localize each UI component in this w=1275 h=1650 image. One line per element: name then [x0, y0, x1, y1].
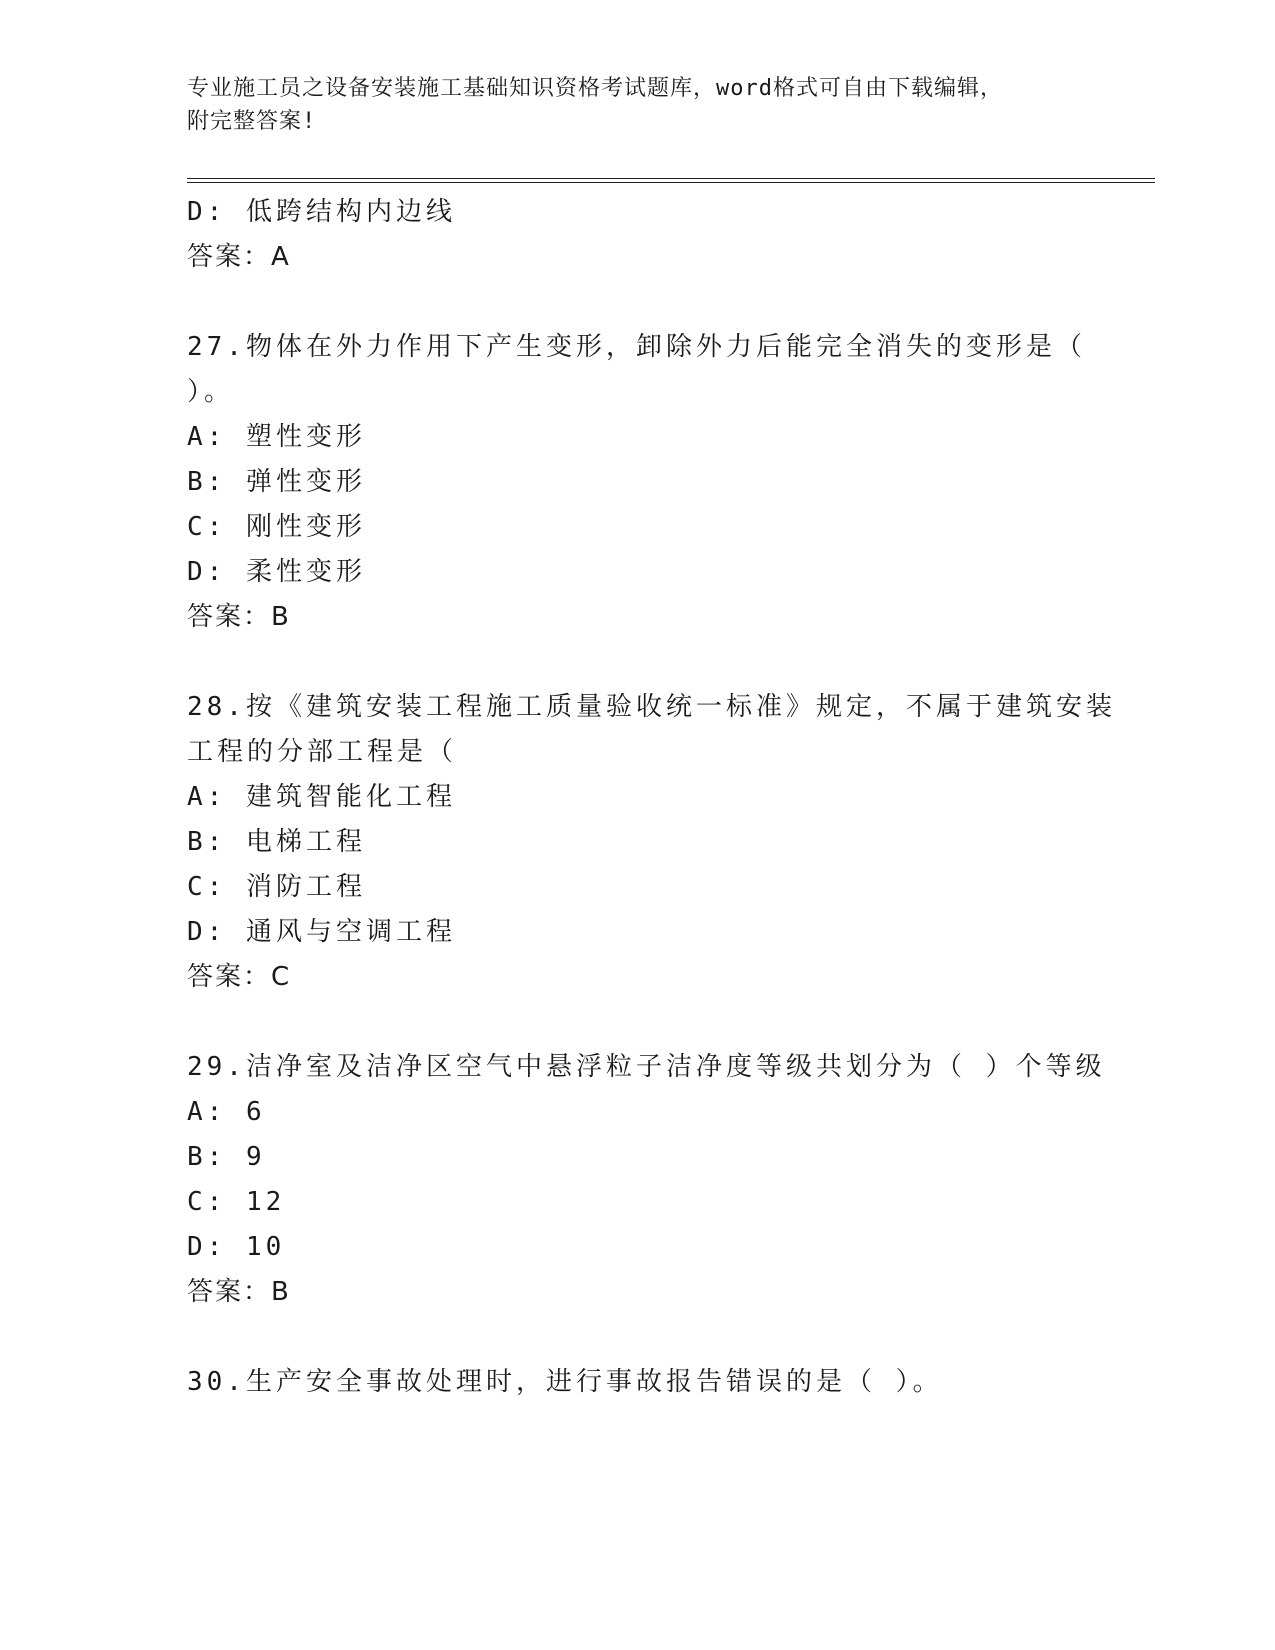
option-a: A: 建筑智能化工程: [187, 782, 456, 812]
question-list: [187, 190, 1116, 1405]
option-a: A: 塑性变形: [187, 422, 366, 452]
question-stem: 27.物体在外力作用下产生变形，卸除外力后能完全消失的变形是（: [187, 332, 1086, 362]
question-30: [187, 1360, 1087, 1405]
option-b: B: 9: [187, 1142, 266, 1172]
spacer: [187, 1315, 1087, 1360]
question-stem: ）。: [187, 377, 235, 407]
question-27: [187, 325, 1087, 640]
header-line-2: 附完整答案!: [187, 109, 317, 134]
question-28: [187, 685, 1116, 1000]
option-c: C: 刚性变形: [187, 512, 366, 542]
answer-line: 答案：C: [187, 962, 292, 992]
option-c: C: 消防工程: [187, 872, 366, 902]
option-d: D: 10: [187, 1232, 286, 1262]
option-d: D: 低跨结构内边线: [187, 197, 456, 227]
header-divider: [187, 178, 1155, 183]
question-stem: 30.生产安全事故处理时，进行事故报告错误的是（ ）。: [187, 1367, 943, 1397]
option-b: B: 弹性变形: [187, 467, 366, 497]
answer-line: 答案：A: [187, 242, 291, 272]
page-header: [187, 72, 1087, 138]
option-d: D: 柔性变形: [187, 557, 366, 587]
spacer: [187, 640, 1087, 685]
spacer: [187, 1000, 1087, 1045]
header-line-1: 专业施工员之设备安装施工基础知识资格考试题库，word格式可自由下载编辑，: [187, 76, 1003, 101]
question-stem: 工程的分部工程是（: [187, 737, 458, 767]
option-b: B: 电梯工程: [187, 827, 366, 857]
answer-line: 答案：B: [187, 1277, 291, 1307]
option-d: D: 通风与空调工程: [187, 917, 456, 947]
answer-line: 答案：B: [187, 602, 291, 632]
question-29: [187, 1045, 1106, 1315]
option-a: A: 6: [187, 1097, 266, 1127]
question-stem: 29.洁净室及洁净区空气中悬浮粒子洁净度等级共划分为（ ）个等级: [187, 1052, 1106, 1082]
option-c: C: 12: [187, 1187, 286, 1217]
question-stem: 28.按《建筑安装工程施工质量验收统一标准》规定，不属于建筑安装: [187, 692, 1116, 722]
spacer: [187, 280, 1087, 325]
previous-question-tail: [187, 190, 1087, 280]
